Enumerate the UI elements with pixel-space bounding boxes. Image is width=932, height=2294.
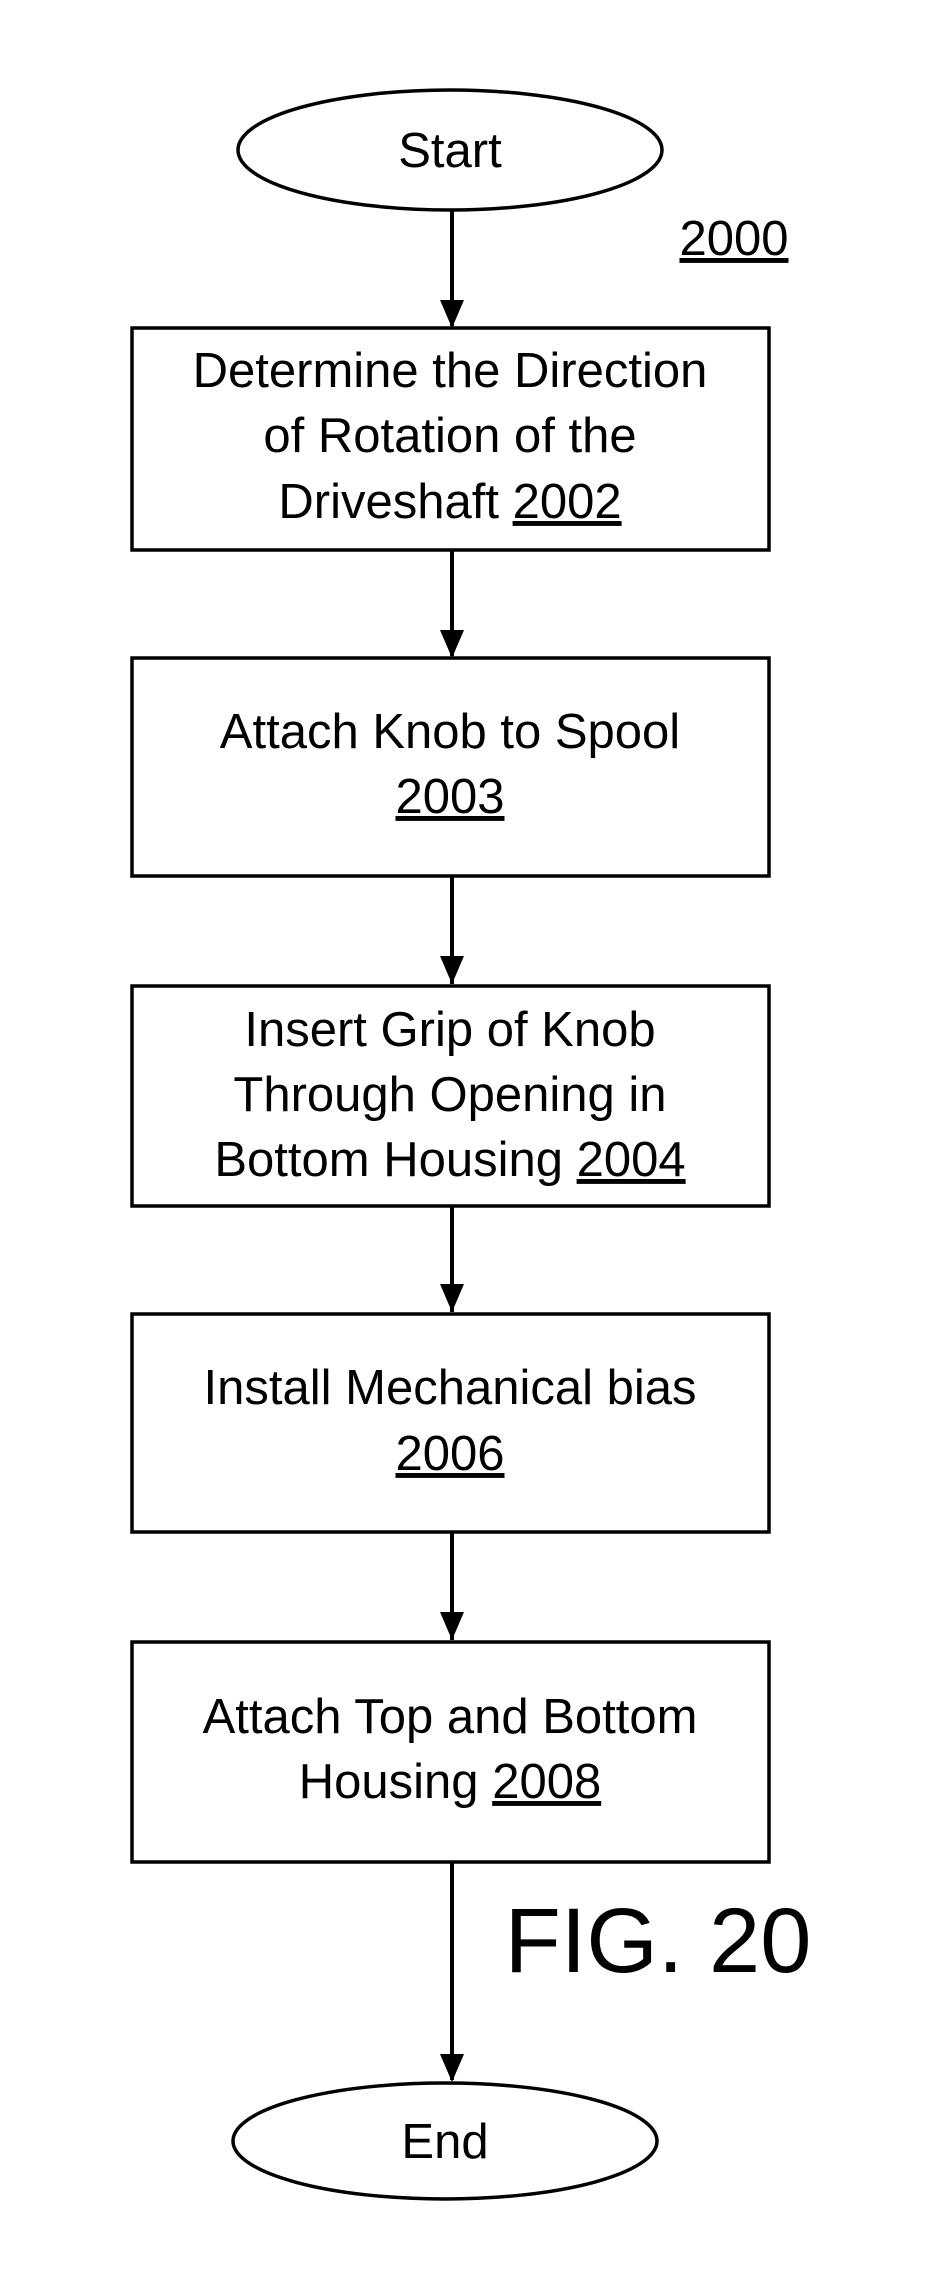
step-5-line-1: Attach Top and Bottom xyxy=(202,1690,698,1744)
step-5-line-2 xyxy=(299,1755,601,1809)
step-1-line-3 xyxy=(278,475,621,529)
arrowhead-6 xyxy=(440,2054,464,2082)
step-3-line-2: Through Opening in xyxy=(233,1068,667,1122)
process-step-5 xyxy=(132,1642,769,1862)
step-3-line-3 xyxy=(214,1133,685,1187)
step-5-ref: 2008 xyxy=(492,1755,602,1809)
start-label: Start xyxy=(398,124,502,178)
process-step-4 xyxy=(132,1314,769,1532)
arrowhead-1 xyxy=(440,300,464,328)
end-label: End xyxy=(401,2115,489,2169)
figure-label: FIG. 20 xyxy=(504,1890,812,1992)
arrowhead-4 xyxy=(440,1284,464,1312)
step-5-line-2-text: Housing xyxy=(298,1755,479,1809)
step-4-ref: 2006 xyxy=(395,1427,505,1481)
step-1-line-3-text: Driveshaft xyxy=(278,475,499,529)
arrowhead-5 xyxy=(440,1612,464,1640)
step-3-line-1: Insert Grip of Knob xyxy=(244,1003,656,1057)
process-step-2 xyxy=(132,658,769,876)
step-1-line-2: of Rotation of the xyxy=(263,409,637,463)
arrowhead-2 xyxy=(440,630,464,658)
end-terminal xyxy=(233,2083,657,2199)
step-1-ref: 2002 xyxy=(512,475,622,529)
arrowhead-3 xyxy=(440,956,464,984)
process-step-3 xyxy=(132,986,769,1206)
process-step-1 xyxy=(132,328,769,550)
step-4-line-1: Install Mechanical bias xyxy=(203,1361,697,1415)
step-1-line-1: Determine the Direction xyxy=(192,344,708,398)
step-3-line-3-text: Bottom Housing xyxy=(214,1133,563,1187)
step-3-ref: 2004 xyxy=(576,1133,686,1187)
diagram-reference-number: 2000 xyxy=(679,212,789,266)
step-2-line-1: Attach Knob to Spool xyxy=(219,705,681,759)
step-2-ref: 2003 xyxy=(395,770,505,824)
start-terminal xyxy=(238,90,662,210)
